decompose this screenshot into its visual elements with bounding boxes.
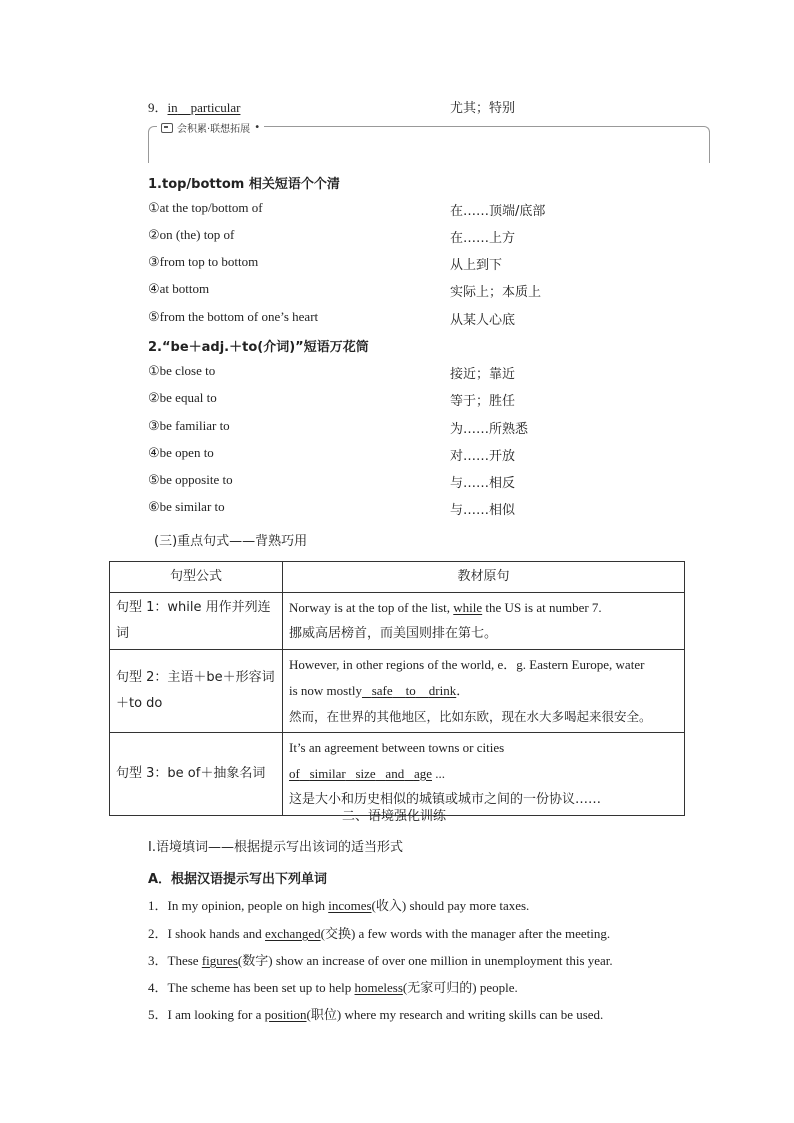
table-row xyxy=(110,593,685,650)
list-item-meaning: 接近；靠近 xyxy=(450,367,516,382)
note-icon xyxy=(161,123,173,133)
list-item-meaning: 从某人心底 xyxy=(450,313,516,328)
pattern-formula: 句型 3：be of＋抽象名词 xyxy=(110,733,283,816)
table-header: 句型公式 xyxy=(110,562,283,593)
table-row xyxy=(110,650,685,733)
pattern-example: However, in other regions of the world, e．g. Eastern Europe, water is now mostly safe to drink． 然而，在世界的其他地区，比如东欧，现在水大多喝起来很安全。 xyxy=(283,650,685,733)
exercise-item: 4．The scheme has been set up to help homeless(无家可归的) people. xyxy=(148,980,518,995)
item-9 xyxy=(148,97,240,116)
answer: exchanged xyxy=(265,926,321,941)
answer: incomes xyxy=(328,898,372,913)
list-item-meaning: 在……上方 xyxy=(450,231,516,246)
pattern-formula: 句型 1：while 用作并列连词 xyxy=(110,593,283,650)
part2-title: 二、语境强化训练 xyxy=(342,809,447,824)
list-item-meaning: 为……所熟悉 xyxy=(450,422,529,437)
sec1-title: 1.top/bottom 相关短语个个清 xyxy=(148,177,340,192)
answer: position xyxy=(264,1007,307,1022)
answer: figures xyxy=(201,953,238,968)
sentence-pattern-table xyxy=(109,561,685,816)
expand-box xyxy=(148,122,710,163)
list-item-meaning: 从上到下 xyxy=(450,258,503,273)
part2-subtitle: Ⅰ.语境填词——根据提示写出该词的适当形式 xyxy=(148,840,403,855)
list-item: ④at bottom xyxy=(148,281,210,296)
exercise-item: 1．In my opinion, people on high incomes(收入) should pay more taxes. xyxy=(148,898,530,913)
list-item-meaning: 在……顶端/底部 xyxy=(450,204,546,219)
pattern-example: It’s an agreement between towns or cities of similar size and age ... 这是大小和历史相似的城镇或城市之间的一份协议…… xyxy=(283,733,685,816)
exercise-item: 3．These figures(数字) show an increase of over one million in unemployment this year. xyxy=(148,953,613,968)
pattern-example: Norway is at the top of the list, while the US is at number 7. 挪威高居榜首，而美国则排在第七。 xyxy=(283,593,685,650)
blank-answer: in particular xyxy=(167,100,241,115)
list-item-meaning: 与……相似 xyxy=(450,503,516,518)
list-item: ⑥be similar to xyxy=(148,499,225,514)
list-item-meaning: 与……相反 xyxy=(450,476,516,491)
list-item: ②be equal to xyxy=(148,390,217,405)
list-item: ⑤from the bottom of one’s heart xyxy=(148,309,319,324)
box-label: 会积累·联想拓展 • xyxy=(157,120,264,135)
list-item: ⑤be opposite to xyxy=(148,472,233,487)
list-item: ③from top to bottom xyxy=(148,254,259,269)
item-9-meaning: 尤其；特别 xyxy=(450,101,516,116)
list-item: ④be open to xyxy=(148,445,214,460)
pattern-formula: 句型 2：主语＋be＋形容词＋to do xyxy=(110,650,283,733)
list-item: ③be familiar to xyxy=(148,418,230,433)
table-row xyxy=(110,733,685,816)
list-item: ②on (the) top of xyxy=(148,227,235,242)
exercise-item: 2．I shook hands and exchanged(交换) a few words with the manager after the meeting. xyxy=(148,926,611,941)
item-number: 9． xyxy=(148,100,168,115)
sec3-title: (三)重点句式——背熟巧用 xyxy=(154,534,308,549)
list-item-meaning: 对……开放 xyxy=(450,449,516,464)
exercise-item: 5．I am looking for a position(职位) where my research and writing skills can be used. xyxy=(148,1007,604,1022)
table-header-row xyxy=(110,562,685,593)
list-item: ①be close to xyxy=(148,363,216,378)
part-a-title: A．根据汉语提示写出下列单词 xyxy=(148,872,328,887)
answer: homeless xyxy=(354,980,403,995)
list-item-meaning: 实际上；本质上 xyxy=(450,285,542,300)
sec2-title: 2.“be＋adj.＋to(介词)”短语万花筒 xyxy=(148,340,369,355)
table-header: 教材原句 xyxy=(283,562,685,593)
list-item: ①at the top/bottom of xyxy=(148,200,263,215)
list-item-meaning: 等于；胜任 xyxy=(450,394,516,409)
